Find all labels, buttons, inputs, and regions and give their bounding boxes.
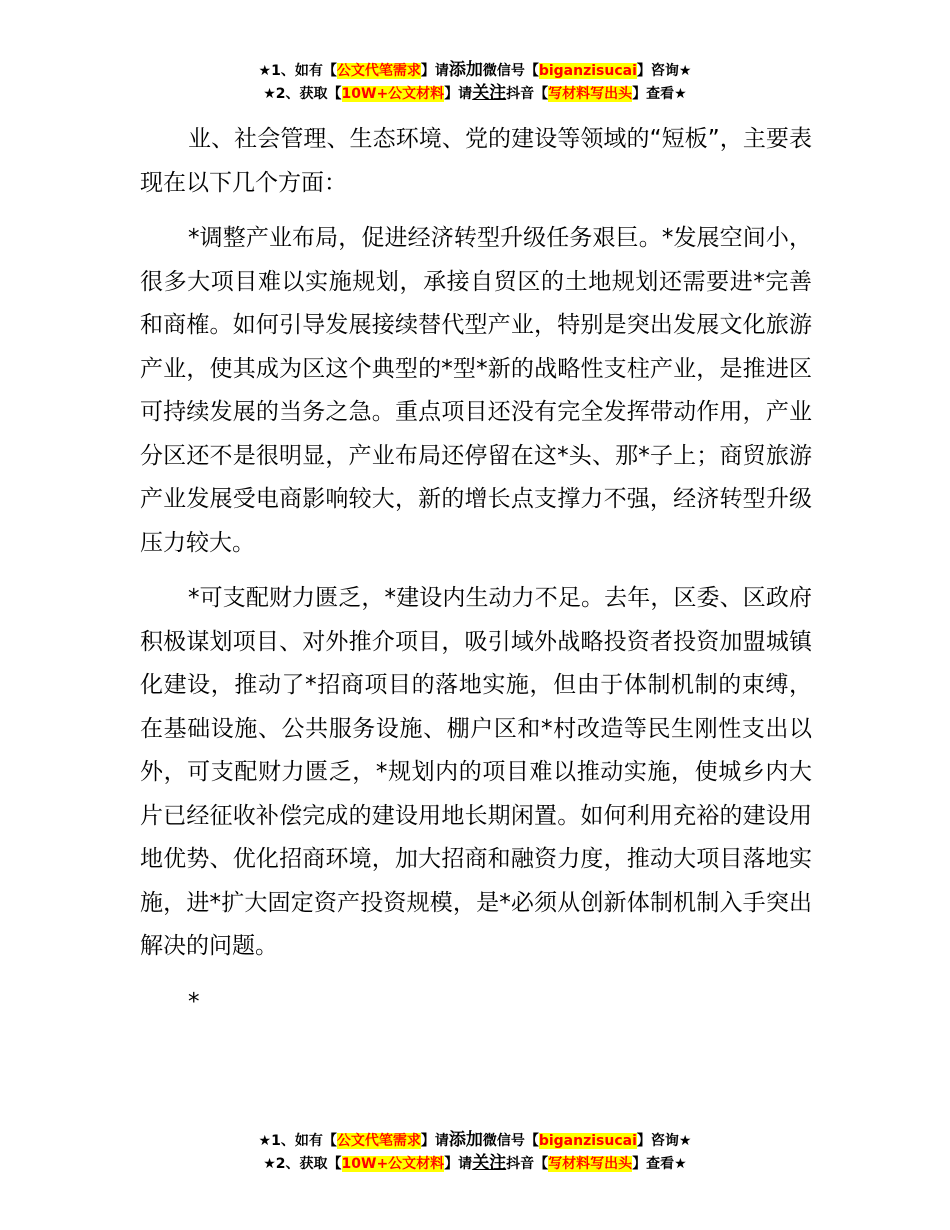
banner-highlight: 公文代笔需求 <box>336 63 421 79</box>
banner-line-2 <box>0 1152 950 1175</box>
banner-line-1 <box>0 59 950 82</box>
banner-highlight: 10W+公文材料 <box>341 86 445 102</box>
banner-text: 微信号【 <box>482 63 539 79</box>
banner-emphasis: 关注 <box>472 83 507 103</box>
banner-highlight: 公文代笔需求 <box>336 1133 421 1149</box>
document-body <box>140 118 812 1036</box>
banner-text: 微信号【 <box>482 1133 539 1149</box>
banner-text: 抖音【 <box>506 86 549 102</box>
paragraph: * <box>188 988 200 1015</box>
paragraph: *调整产业布局，促进经济转型升级任务艰巨。*发展空间小，很多大项目难以实施规划，承接自贸区的土地规划还需要进*完善和商榷。如何引导发展接续替代型产业，特别是突出发展文化旅游产业，使其成为区这个典型的*型*新的战略性支柱产业，是推进区可持续发展的当务之急。重点项目还没有完全发挥带动作用，产业分区还不是很明显，产业布局还停留在这*头、那*子上；商贸旅游产业发展受电商影响较大，新的增长点支撑力不强，经济转型升级压力较大。 <box>140 225 812 556</box>
banner-text: 】查看★ <box>632 86 687 102</box>
banner-highlight: 写材料写出头 <box>548 1156 633 1172</box>
banner-text: 】咨询★ <box>636 63 692 79</box>
banner-text: ★2、获取【 <box>263 86 342 102</box>
banner-text: 抖音【 <box>506 1156 549 1172</box>
footer-banner <box>0 1129 950 1175</box>
paragraph: 业、社会管理、生态环境、党的建设等领域的“短板”，主要表现在以下几个方面： <box>140 126 812 196</box>
banner-emphasis: 添加 <box>448 1130 483 1150</box>
banner-text: 】查看★ <box>632 1156 687 1172</box>
banner-emphasis: 添加 <box>448 60 483 80</box>
banner-text: 】请 <box>420 63 449 79</box>
banner-text: 】请 <box>420 1133 449 1149</box>
banner-text: ★1、如有【 <box>258 63 337 79</box>
banner-text: 】请 <box>444 86 473 102</box>
banner-highlight: 写材料写出头 <box>548 86 633 102</box>
paragraph: *可支配财力匮乏，*建设内生动力不足。去年，区委、区政府积极谋划项目、对外推介项目，吸引域外战略投资者投资加盟城镇化建设，推动了*招商项目的落地实施，但由于体制机制的束缚，在基础设施、公共服务设施、棚户区和*村改造等民生刚性支出以外，可支配财力匮乏，*规划内的项目难以推动实施，使城乡内大片已经征收补偿完成的建设用地长期闲置。如何利用充裕的建设用地优势、优化招商环境，加大招商和融资力度，推动大项目落地实施，进*扩大固定资产投资规模，是*必须从创新体制机制入手突出解决的问题。 <box>140 585 812 959</box>
banner-text: ★2、获取【 <box>263 1156 342 1172</box>
banner-highlight: 10W+公文材料 <box>341 1156 445 1172</box>
banner-text: ★1、如有【 <box>258 1133 337 1149</box>
banner-emphasis: 关注 <box>472 1153 507 1173</box>
banner-line-2 <box>0 82 950 105</box>
banner-highlight: biganzisucai <box>538 1133 637 1149</box>
banner-line-1 <box>0 1129 950 1152</box>
header-banner <box>0 59 950 105</box>
banner-text: 】请 <box>444 1156 473 1172</box>
banner-text: 】咨询★ <box>636 1133 692 1149</box>
banner-highlight: biganzisucai <box>538 63 637 79</box>
